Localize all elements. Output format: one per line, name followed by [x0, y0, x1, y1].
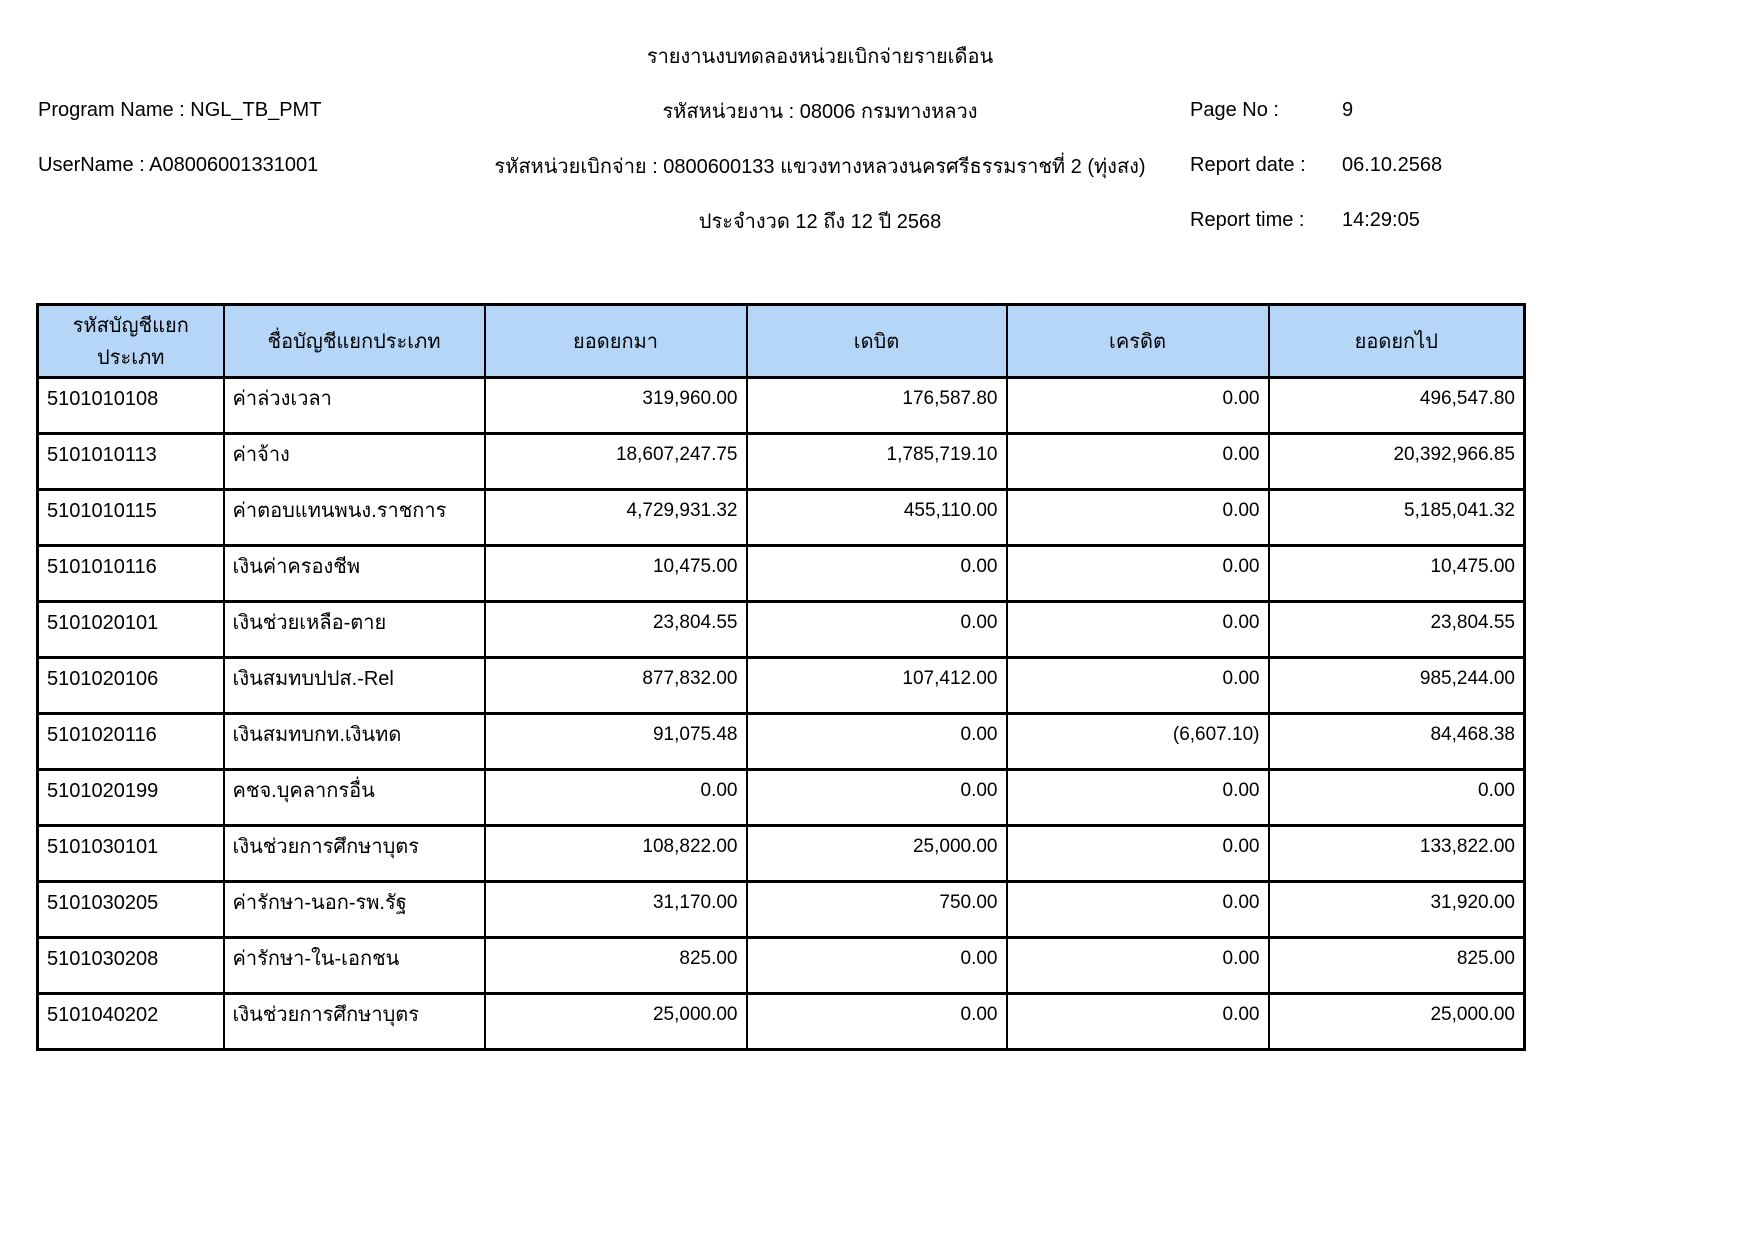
cell-balance-carried: 25,000.00: [1269, 994, 1525, 1050]
period-text: ประจำงวด 12 ถึง 12 ปี 2568: [698, 210, 942, 233]
table-body: [38, 378, 1525, 1050]
table-header-row: [38, 305, 1525, 378]
cell-carry-forward: 108,822.00: [485, 826, 747, 882]
cell-credit: 0.00: [1007, 546, 1269, 602]
username-text: UserName : A08006001331001: [38, 154, 319, 176]
cell-debit: 0.00: [747, 994, 1007, 1050]
column-header: ชื่อบัญชีแยกประเภท: [224, 305, 485, 378]
report-date-row: [1160, 154, 1755, 177]
cell-account-name: ค่าล่วงเวลา: [224, 378, 485, 434]
page-no-label: Page No :: [1190, 99, 1279, 121]
cell-account-name: ค่าจ้าง: [224, 434, 485, 490]
cell-credit: 0.00: [1007, 378, 1269, 434]
cell-account-code: 5101020199: [38, 770, 224, 826]
cell-credit: 0.00: [1007, 770, 1269, 826]
cell-balance-carried: 84,468.38: [1269, 714, 1525, 770]
cell-balance-carried: 10,475.00: [1269, 546, 1525, 602]
cell-balance-carried: 20,392,966.85: [1269, 434, 1525, 490]
table-row: [38, 770, 1525, 826]
table-row: [38, 490, 1525, 546]
cell-account-name: เงินสมทบกท.เงินทด: [224, 714, 485, 770]
cell-carry-forward: 10,475.00: [485, 546, 747, 602]
cell-carry-forward: 825.00: [485, 938, 747, 994]
column-header: เดบิต: [747, 305, 1007, 378]
report-title: รายงานงบทดลองหน่วยเบิกจ่ายรายเดือน: [646, 45, 994, 68]
cell-credit: 0.00: [1007, 602, 1269, 658]
cell-carry-forward: 91,075.48: [485, 714, 747, 770]
cell-account-code: 5101010116: [38, 546, 224, 602]
cell-debit: 25,000.00: [747, 826, 1007, 882]
cell-carry-forward: 4,729,931.32: [485, 490, 747, 546]
cell-balance-carried: 985,244.00: [1269, 658, 1525, 714]
program-name-text: Program Name : NGL_TB_PMT: [38, 99, 322, 121]
table-row: [38, 994, 1525, 1050]
table-row: [38, 378, 1525, 434]
table-row: [38, 546, 1525, 602]
cell-balance-carried: 133,822.00: [1269, 826, 1525, 882]
cell-credit: 0.00: [1007, 826, 1269, 882]
cell-carry-forward: 18,607,247.75: [485, 434, 747, 490]
cell-debit: 455,110.00: [747, 490, 1007, 546]
cell-debit: 750.00: [747, 882, 1007, 938]
cell-debit: 1,785,719.10: [747, 434, 1007, 490]
cell-carry-forward: 31,170.00: [485, 882, 747, 938]
report-time-value: 14:29:05: [1342, 209, 1420, 231]
cell-debit: 176,587.80: [747, 378, 1007, 434]
cell-carry-forward: 23,804.55: [485, 602, 747, 658]
cell-account-code: 5101020101: [38, 602, 224, 658]
report-date-value: 06.10.2568: [1342, 154, 1443, 176]
cell-account-name: คชจ.บุคลากรอื่น: [224, 770, 485, 826]
cell-credit: 0.00: [1007, 994, 1269, 1050]
table-row: [38, 658, 1525, 714]
cell-credit: 0.00: [1007, 490, 1269, 546]
cell-credit: 0.00: [1007, 434, 1269, 490]
table-row: [38, 882, 1525, 938]
cell-account-code: 5101010108: [38, 378, 224, 434]
cell-debit: 0.00: [747, 602, 1007, 658]
cell-debit: 0.00: [747, 714, 1007, 770]
cell-account-code: 5101040202: [38, 994, 224, 1050]
cell-account-name: เงินสมทบปปส.-Rel: [224, 658, 485, 714]
trial-balance-table: [36, 303, 1526, 1051]
column-header: เครดิต: [1007, 305, 1269, 378]
cell-account-name: เงินช่วยการศึกษาบุตร: [224, 826, 485, 882]
cell-debit: 0.00: [747, 770, 1007, 826]
cell-account-code: 5101020116: [38, 714, 224, 770]
table-row: [38, 938, 1525, 994]
table-row: [38, 434, 1525, 490]
cell-balance-carried: 23,804.55: [1269, 602, 1525, 658]
cell-carry-forward: 319,960.00: [485, 378, 747, 434]
cell-account-name: เงินค่าครองชีพ: [224, 546, 485, 602]
cell-account-name: ค่าตอบแทนพนง.ราชการ: [224, 490, 485, 546]
table-row: [38, 826, 1525, 882]
cell-debit: 107,412.00: [747, 658, 1007, 714]
table-row: [38, 602, 1525, 658]
cell-credit: 0.00: [1007, 658, 1269, 714]
column-header: รหัสบัญชีแยกประเภท: [38, 305, 224, 378]
cell-account-code: 5101030205: [38, 882, 224, 938]
column-header: ยอดยกมา: [485, 305, 747, 378]
cell-account-code: 5101010115: [38, 490, 224, 546]
cell-balance-carried: 825.00: [1269, 938, 1525, 994]
report-date-label: Report date :: [1190, 154, 1306, 176]
page-no-value: 9: [1342, 99, 1354, 121]
cell-credit: 0.00: [1007, 882, 1269, 938]
cell-carry-forward: 0.00: [485, 770, 747, 826]
cell-account-code: 5101030101: [38, 826, 224, 882]
cell-balance-carried: 5,185,041.32: [1269, 490, 1525, 546]
cell-account-name: เงินช่วยเหลือ-ตาย: [224, 602, 485, 658]
cell-account-code: 5101020106: [38, 658, 224, 714]
report-header: [0, 0, 1755, 248]
agency-code-text: รหัสหน่วยงาน : 08006 กรมทางหลวง: [662, 100, 978, 123]
cell-debit: 0.00: [747, 546, 1007, 602]
cell-account-name: ค่ารักษา-นอก-รพ.รัฐ: [224, 882, 485, 938]
cell-balance-carried: 0.00: [1269, 770, 1525, 826]
cell-balance-carried: 31,920.00: [1269, 882, 1525, 938]
cell-account-code: 5101030208: [38, 938, 224, 994]
cell-account-code: 5101010113: [38, 434, 224, 490]
cell-credit: 0.00: [1007, 938, 1269, 994]
cell-carry-forward: 877,832.00: [485, 658, 747, 714]
cell-carry-forward: 25,000.00: [485, 994, 747, 1050]
cell-debit: 0.00: [747, 938, 1007, 994]
disburse-unit-text: รหัสหน่วยเบิกจ่าย : 0800600133 แขวงทางหลวงนครศรีธรรมราชที่ 2 (ทุ่งสง): [494, 155, 1146, 178]
report-time-label: Report time :: [1190, 209, 1305, 231]
table-row: [38, 714, 1525, 770]
column-header: ยอดยกไป: [1269, 305, 1525, 378]
cell-credit: (6,607.10): [1007, 714, 1269, 770]
cell-balance-carried: 496,547.80: [1269, 378, 1525, 434]
cell-account-name: ค่ารักษา-ใน-เอกชน: [224, 938, 485, 994]
cell-account-name: เงินช่วยการศึกษาบุตร: [224, 994, 485, 1050]
report-time-row: [1160, 209, 1755, 232]
page-no-row: [1160, 99, 1755, 122]
